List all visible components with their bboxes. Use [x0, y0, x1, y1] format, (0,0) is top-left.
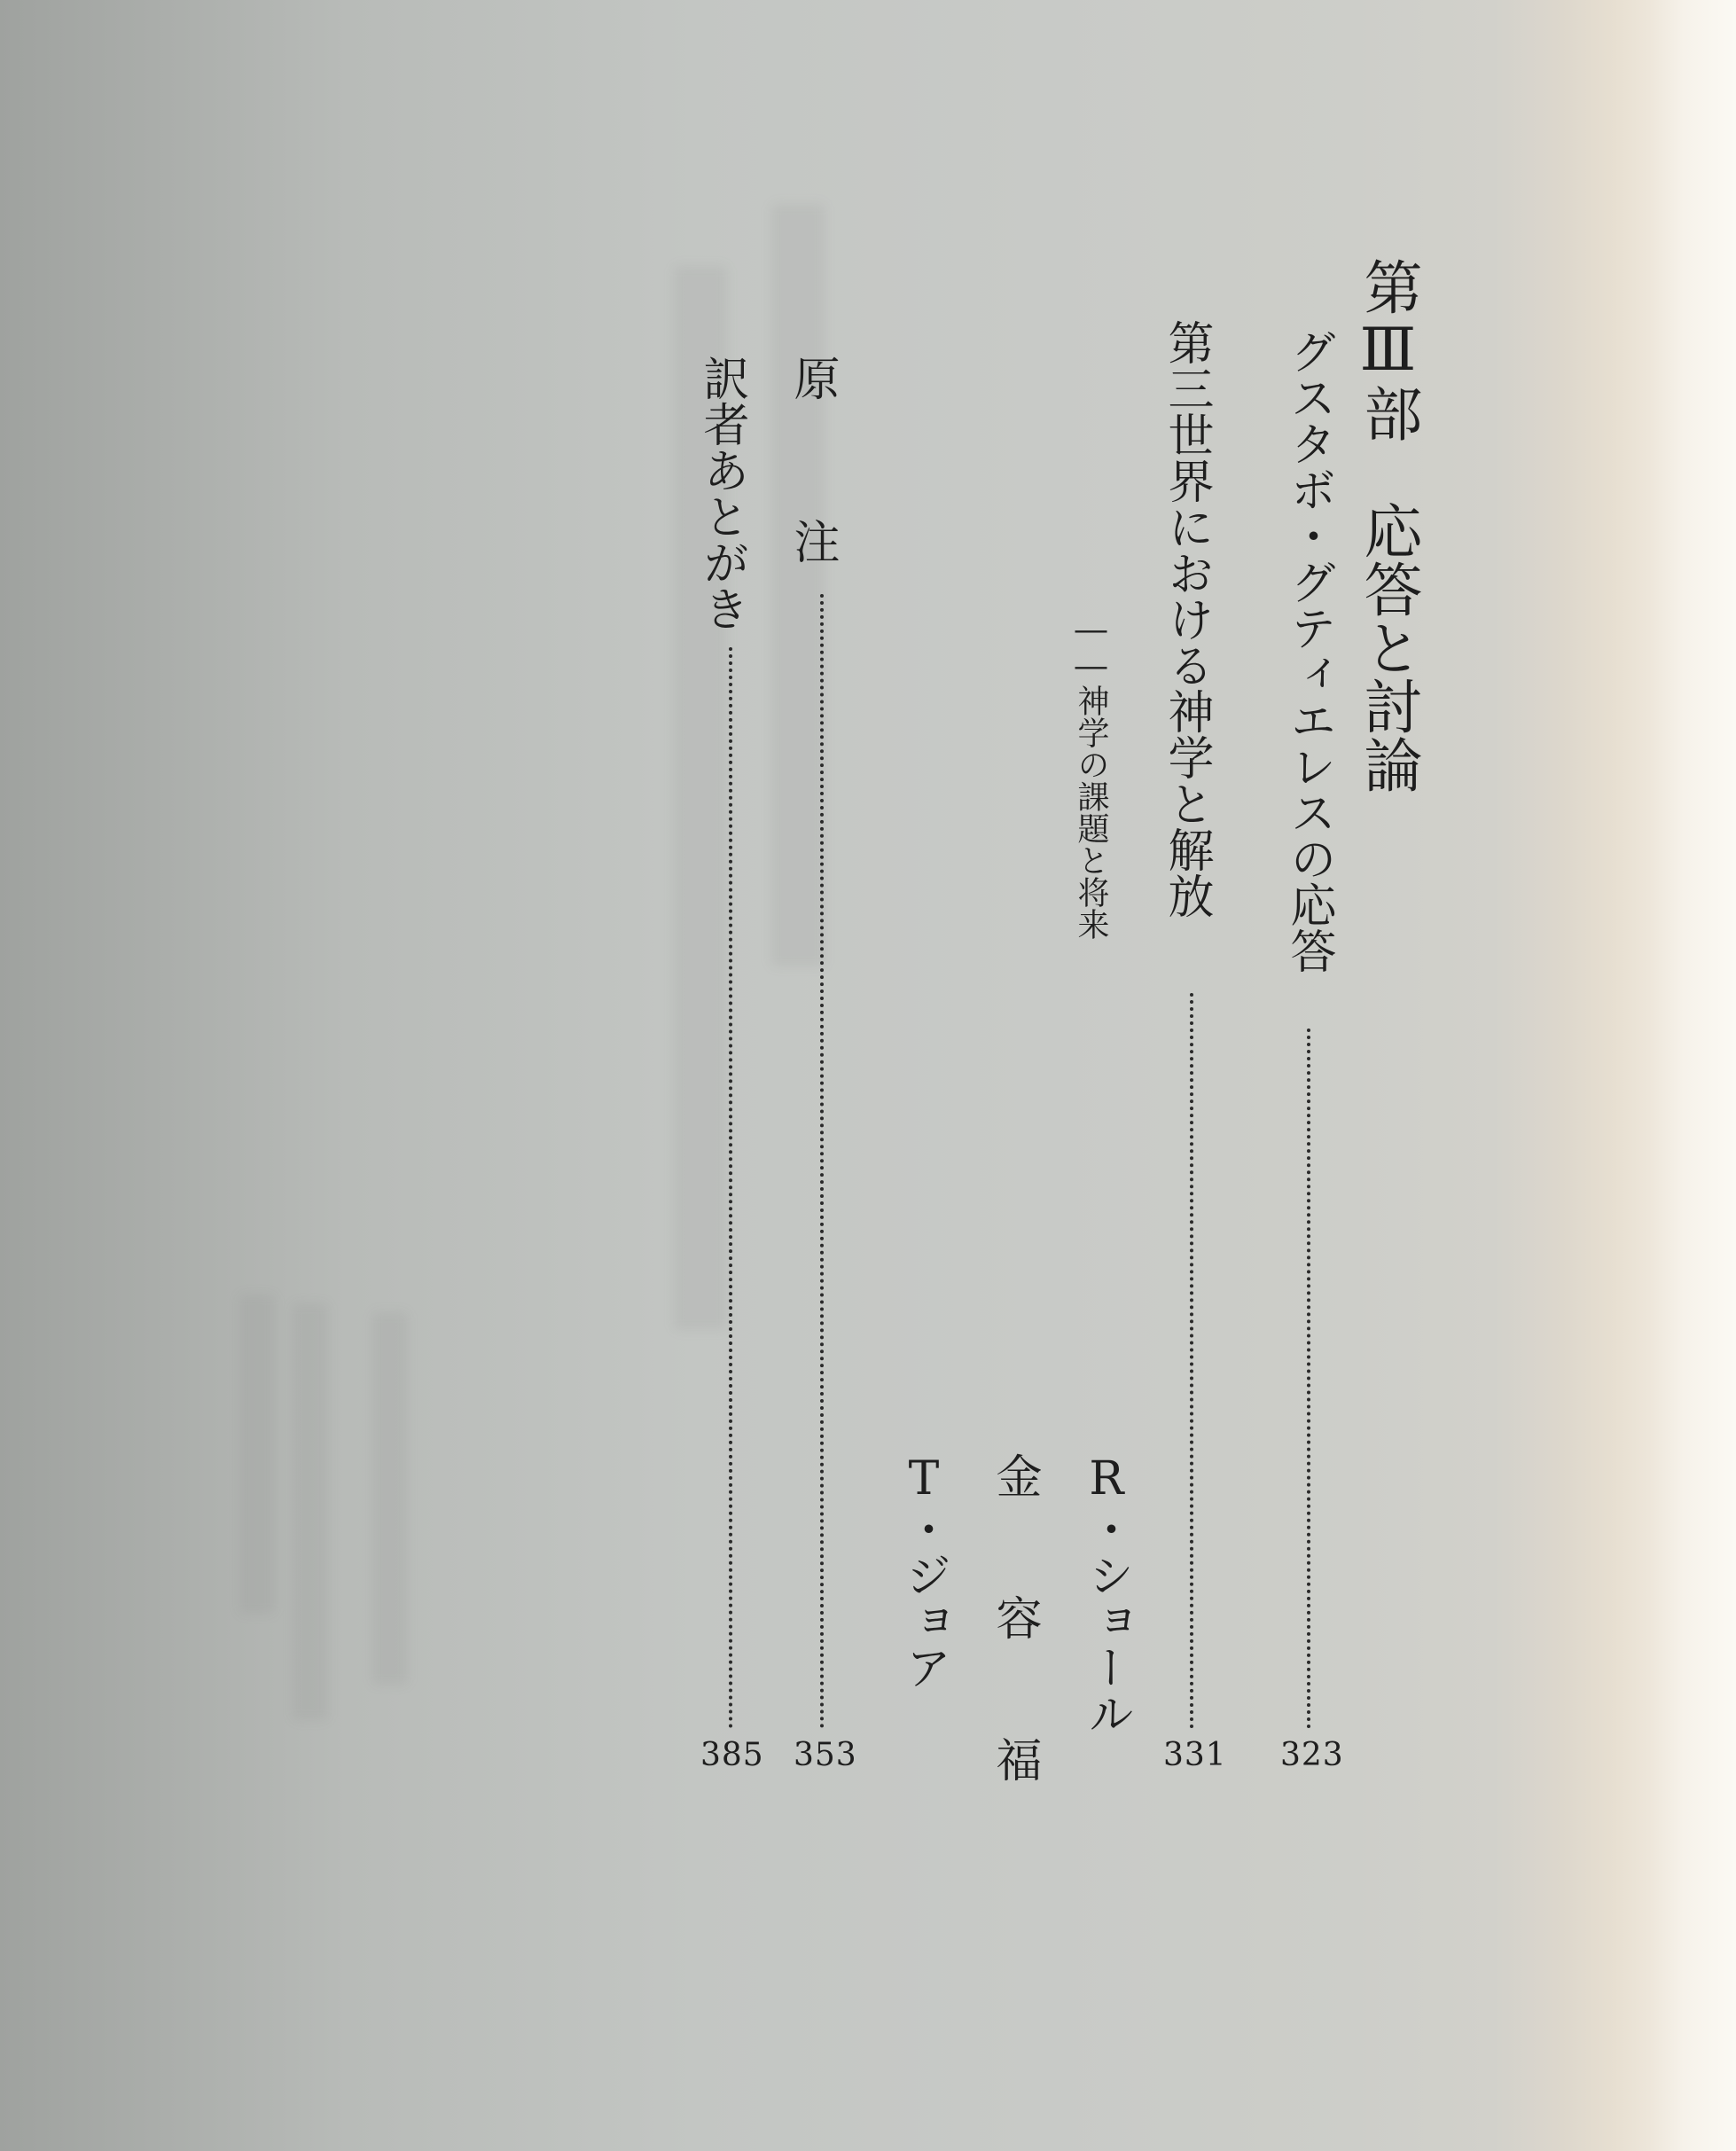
dotted-leader	[1190, 993, 1193, 1729]
toc-entry-author: R・ショール	[1080, 1452, 1133, 1736]
dotted-leader	[729, 647, 732, 1729]
show-through-shadow	[293, 1303, 328, 1720]
toc-entry-author: T・ジョア	[897, 1452, 950, 1690]
page-number: 323	[1280, 1737, 1344, 1773]
toc-entry-subtitle: ――神学の課題と将来	[1073, 612, 1109, 940]
toc-entry-author: 金 容 福	[988, 1452, 1041, 1803]
toc-entry-title: グスタボ・グティエレスの応答	[1282, 328, 1335, 974]
dotted-leader	[1307, 1029, 1310, 1729]
toc-entry-title: 訳者あとがき	[695, 355, 748, 631]
page-number: 353	[794, 1737, 857, 1773]
part-title: 第Ⅲ部 応答と討論	[1354, 257, 1422, 794]
toc-entry-title: 第三世界における神学と解放	[1160, 319, 1213, 919]
page-number: 331	[1163, 1737, 1227, 1773]
show-through-shadow	[239, 1295, 275, 1614]
toc-entry-title: 原 注	[786, 355, 839, 599]
page-number: 385	[700, 1737, 764, 1773]
dotted-leader	[820, 594, 824, 1729]
show-through-shadow	[372, 1312, 408, 1685]
